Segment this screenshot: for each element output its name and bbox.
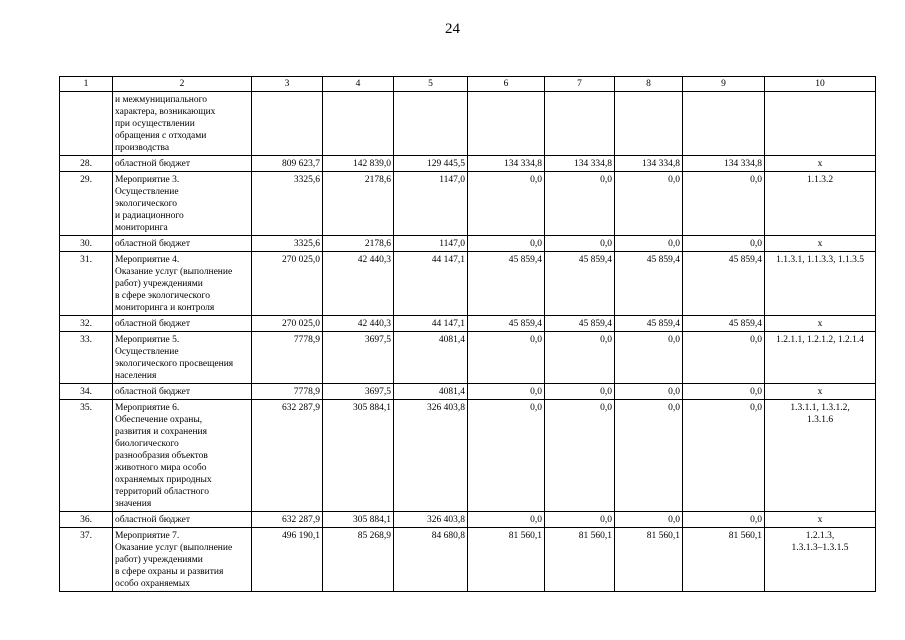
amount-cell: 0,0 bbox=[683, 400, 765, 512]
table-row bbox=[60, 332, 876, 384]
row-number-cell: 29. bbox=[60, 172, 113, 236]
row-number-cell: 37. bbox=[60, 528, 113, 592]
item-name-line: населения bbox=[115, 371, 157, 381]
amount-cell: 81 560,1 bbox=[545, 528, 615, 592]
indicator-code-line: 1.1.3.1, 1.1.3.3, 1.1.3.5 bbox=[776, 255, 864, 265]
item-name-line: биологического bbox=[115, 439, 179, 449]
amount-cell: 0,0 bbox=[468, 172, 545, 236]
amount-cell: 496 190,1 bbox=[252, 528, 323, 592]
amount-cell: 0,0 bbox=[615, 332, 683, 384]
amount-cell: 45 859,4 bbox=[683, 316, 765, 332]
amount-cell bbox=[323, 92, 394, 156]
item-name-line: Оказание услуг (выполнение bbox=[115, 267, 233, 277]
amount-cell: 0,0 bbox=[468, 332, 545, 384]
indicator-code-line: 1.2.1.1, 1.2.1.2, 1.2.1.4 bbox=[776, 335, 864, 345]
amount-cell: 0,0 bbox=[615, 512, 683, 528]
row-number-cell: 31. bbox=[60, 252, 113, 316]
amount-cell: 0,0 bbox=[468, 384, 545, 400]
row-number-cell: 28. bbox=[60, 156, 113, 172]
amount-cell: 270 025,0 bbox=[252, 252, 323, 316]
item-name-line: работ) учреждениями bbox=[115, 279, 203, 289]
amount-cell: 0,0 bbox=[468, 236, 545, 252]
item-name-line: разнообразия объектов bbox=[115, 451, 208, 461]
amount-cell: 81 560,1 bbox=[683, 528, 765, 592]
table-row bbox=[60, 316, 876, 332]
indicator-code-line: x bbox=[817, 159, 823, 169]
item-name-cell bbox=[113, 316, 252, 332]
row-number-cell: 36. bbox=[60, 512, 113, 528]
amount-cell: 305 884,1 bbox=[323, 400, 394, 512]
table-row bbox=[60, 92, 876, 156]
item-name-line: при осуществлении bbox=[115, 119, 195, 129]
amount-cell: 0,0 bbox=[615, 384, 683, 400]
amount-cell: 0,0 bbox=[615, 172, 683, 236]
item-name-line: Обеспечение охраны, bbox=[115, 415, 203, 425]
indicator-code-line: 1.2.1.3, bbox=[805, 531, 835, 541]
item-name-cell bbox=[113, 512, 252, 528]
amount-cell: 0,0 bbox=[683, 512, 765, 528]
indicator-code-line: x bbox=[817, 515, 823, 525]
amount-cell: 4081,4 bbox=[394, 384, 468, 400]
header-cell: 1 bbox=[60, 77, 113, 92]
amount-cell: 632 287,9 bbox=[252, 400, 323, 512]
item-name-cell bbox=[113, 156, 252, 172]
indicator-code-cell bbox=[765, 172, 876, 236]
amount-cell: 0,0 bbox=[545, 384, 615, 400]
item-name-line: значения bbox=[115, 499, 152, 509]
item-name-line: Мероприятие 5. bbox=[115, 335, 180, 345]
amount-cell bbox=[683, 92, 765, 156]
indicator-code-cell bbox=[765, 384, 876, 400]
item-name-line: экологического просвещения bbox=[115, 359, 234, 369]
table-body bbox=[60, 92, 876, 592]
header-cell: 4 bbox=[323, 77, 394, 92]
amount-cell: 45 859,4 bbox=[468, 316, 545, 332]
amount-cell: 7778,9 bbox=[252, 384, 323, 400]
amount-cell: 2178,6 bbox=[323, 172, 394, 236]
amount-cell: 305 884,1 bbox=[323, 512, 394, 528]
table-row bbox=[60, 384, 876, 400]
amount-cell: 134 334,8 bbox=[615, 156, 683, 172]
header-cell: 6 bbox=[468, 77, 545, 92]
amount-cell: 129 445,5 bbox=[394, 156, 468, 172]
item-name-line: Осуществление bbox=[115, 187, 179, 197]
table-row bbox=[60, 400, 876, 512]
header-cell: 5 bbox=[394, 77, 468, 92]
amount-cell bbox=[252, 92, 323, 156]
amount-cell: 44 147,1 bbox=[394, 252, 468, 316]
indicator-code-cell bbox=[765, 332, 876, 384]
header-cell: 7 bbox=[545, 77, 615, 92]
amount-cell: 142 839,0 bbox=[323, 156, 394, 172]
budget-table bbox=[59, 76, 876, 592]
indicator-code-cell bbox=[765, 528, 876, 592]
amount-cell: 632 287,9 bbox=[252, 512, 323, 528]
amount-cell: 42 440,3 bbox=[323, 316, 394, 332]
amount-cell: 2178,6 bbox=[323, 236, 394, 252]
amount-cell: 0,0 bbox=[545, 332, 615, 384]
item-name-line: обращения с отходами bbox=[115, 131, 207, 141]
amount-cell: 4081,4 bbox=[394, 332, 468, 384]
item-name-cell bbox=[113, 332, 252, 384]
item-name-line: в сфере экологического bbox=[115, 291, 210, 301]
item-name-cell bbox=[113, 252, 252, 316]
item-name-line: работ) учреждениями bbox=[115, 555, 203, 565]
indicator-code-cell bbox=[765, 512, 876, 528]
amount-cell: 45 859,4 bbox=[683, 252, 765, 316]
indicator-code-line: 1.3.1.1, 1.3.1.2, bbox=[790, 403, 850, 413]
amount-cell: 0,0 bbox=[683, 332, 765, 384]
item-name-line: областной бюджет bbox=[115, 387, 191, 397]
item-name-line: особо охраняемых bbox=[115, 579, 190, 589]
amount-cell: 270 025,0 bbox=[252, 316, 323, 332]
amount-cell: 3325,6 bbox=[252, 236, 323, 252]
row-number-cell: 30. bbox=[60, 236, 113, 252]
page-number: 24 bbox=[445, 21, 460, 37]
amount-cell: 45 859,4 bbox=[615, 316, 683, 332]
amount-cell: 0,0 bbox=[468, 512, 545, 528]
indicator-code-line: 1.3.1.6 bbox=[806, 415, 834, 425]
row-number-cell: 33. bbox=[60, 332, 113, 384]
item-name-line: развития и сохранения bbox=[115, 427, 208, 437]
amount-cell: 0,0 bbox=[545, 172, 615, 236]
amount-cell: 84 680,8 bbox=[394, 528, 468, 592]
item-name-line: охраняемых природных bbox=[115, 475, 212, 485]
amount-cell: 81 560,1 bbox=[615, 528, 683, 592]
item-name-cell bbox=[113, 172, 252, 236]
item-name-line: Мероприятие 4. bbox=[115, 255, 180, 265]
amount-cell: 44 147,1 bbox=[394, 316, 468, 332]
item-name-line: Мероприятие 6. bbox=[115, 403, 180, 413]
table-row bbox=[60, 172, 876, 236]
amount-cell: 81 560,1 bbox=[468, 528, 545, 592]
item-name-line: мониторинга bbox=[115, 223, 168, 233]
amount-cell: 0,0 bbox=[615, 400, 683, 512]
amount-cell: 0,0 bbox=[545, 512, 615, 528]
table-row bbox=[60, 252, 876, 316]
amount-cell: 134 334,8 bbox=[683, 156, 765, 172]
amount-cell bbox=[615, 92, 683, 156]
item-name-line: Мероприятие 3. bbox=[115, 175, 180, 185]
header-cell: 9 bbox=[683, 77, 765, 92]
indicator-code-line: x bbox=[817, 239, 823, 249]
indicator-code-line: x bbox=[817, 387, 823, 397]
item-name-line: животного мира особо bbox=[115, 463, 207, 473]
item-name-line: областной бюджет bbox=[115, 515, 191, 525]
amount-cell: 1147,0 bbox=[394, 236, 468, 252]
amount-cell: 85 268,9 bbox=[323, 528, 394, 592]
header-row bbox=[60, 77, 876, 92]
amount-cell: 809 623,7 bbox=[252, 156, 323, 172]
item-name-line: Мероприятие 7. bbox=[115, 531, 180, 541]
amount-cell: 134 334,8 bbox=[545, 156, 615, 172]
header-cell: 10 bbox=[765, 77, 876, 92]
amount-cell: 1147,0 bbox=[394, 172, 468, 236]
amount-cell: 0,0 bbox=[683, 384, 765, 400]
item-name-line: мониторинга и контроля bbox=[115, 303, 215, 313]
amount-cell: 3325,6 bbox=[252, 172, 323, 236]
item-name-line: Осуществление bbox=[115, 347, 179, 357]
item-name-line: Оказание услуг (выполнение bbox=[115, 543, 233, 553]
amount-cell: 7778,9 bbox=[252, 332, 323, 384]
indicator-code-cell bbox=[765, 400, 876, 512]
item-name-line: и радиационного bbox=[115, 211, 184, 221]
item-name-line: областной бюджет bbox=[115, 239, 191, 249]
indicator-code-line: x bbox=[817, 319, 823, 329]
item-name-line: областной бюджет bbox=[115, 319, 191, 329]
item-name-line: характера, возникающих bbox=[115, 107, 216, 117]
item-name-line: в сфере охраны и развития bbox=[115, 567, 224, 577]
row-number-cell: 34. bbox=[60, 384, 113, 400]
item-name-line: территорий областного bbox=[115, 487, 209, 497]
amount-cell: 326 403,8 bbox=[394, 512, 468, 528]
indicator-code-cell bbox=[765, 92, 876, 156]
amount-cell: 45 859,4 bbox=[545, 252, 615, 316]
amount-cell: 0,0 bbox=[683, 172, 765, 236]
header-cell: 3 bbox=[252, 77, 323, 92]
indicator-code-line: 1.1.3.2 bbox=[806, 175, 834, 185]
item-name-line: и межмуниципального bbox=[115, 95, 208, 105]
amount-cell: 3697,5 bbox=[323, 332, 394, 384]
header-cell: 2 bbox=[113, 77, 252, 92]
amount-cell: 0,0 bbox=[545, 236, 615, 252]
table-row bbox=[60, 236, 876, 252]
indicator-code-cell bbox=[765, 316, 876, 332]
item-name-line: областной бюджет bbox=[115, 159, 191, 169]
amount-cell: 134 334,8 bbox=[468, 156, 545, 172]
amount-cell bbox=[545, 92, 615, 156]
row-number-cell bbox=[60, 92, 113, 156]
header-cell: 8 bbox=[615, 77, 683, 92]
indicator-code-cell bbox=[765, 236, 876, 252]
table-row bbox=[60, 512, 876, 528]
row-number-cell: 35. bbox=[60, 400, 113, 512]
amount-cell: 45 859,4 bbox=[545, 316, 615, 332]
amount-cell bbox=[468, 92, 545, 156]
item-name-cell bbox=[113, 384, 252, 400]
table-row bbox=[60, 528, 876, 592]
amount-cell: 3697,5 bbox=[323, 384, 394, 400]
amount-cell: 326 403,8 bbox=[394, 400, 468, 512]
item-name-line: экологического bbox=[115, 199, 178, 209]
amount-cell: 0,0 bbox=[683, 236, 765, 252]
indicator-code-cell bbox=[765, 156, 876, 172]
item-name-cell bbox=[113, 400, 252, 512]
indicator-code-cell bbox=[765, 252, 876, 316]
amount-cell: 42 440,3 bbox=[323, 252, 394, 316]
item-name-cell bbox=[113, 92, 252, 156]
amount-cell: 0,0 bbox=[545, 400, 615, 512]
amount-cell: 0,0 bbox=[468, 400, 545, 512]
table-row bbox=[60, 156, 876, 172]
indicator-code-line: 1.3.1.3–1.3.1.5 bbox=[791, 543, 849, 553]
amount-cell: 45 859,4 bbox=[468, 252, 545, 316]
row-number-cell: 32. bbox=[60, 316, 113, 332]
amount-cell: 0,0 bbox=[615, 236, 683, 252]
item-name-line: производства bbox=[115, 143, 170, 153]
item-name-cell bbox=[113, 528, 252, 592]
amount-cell: 45 859,4 bbox=[615, 252, 683, 316]
amount-cell bbox=[394, 92, 468, 156]
item-name-cell bbox=[113, 236, 252, 252]
